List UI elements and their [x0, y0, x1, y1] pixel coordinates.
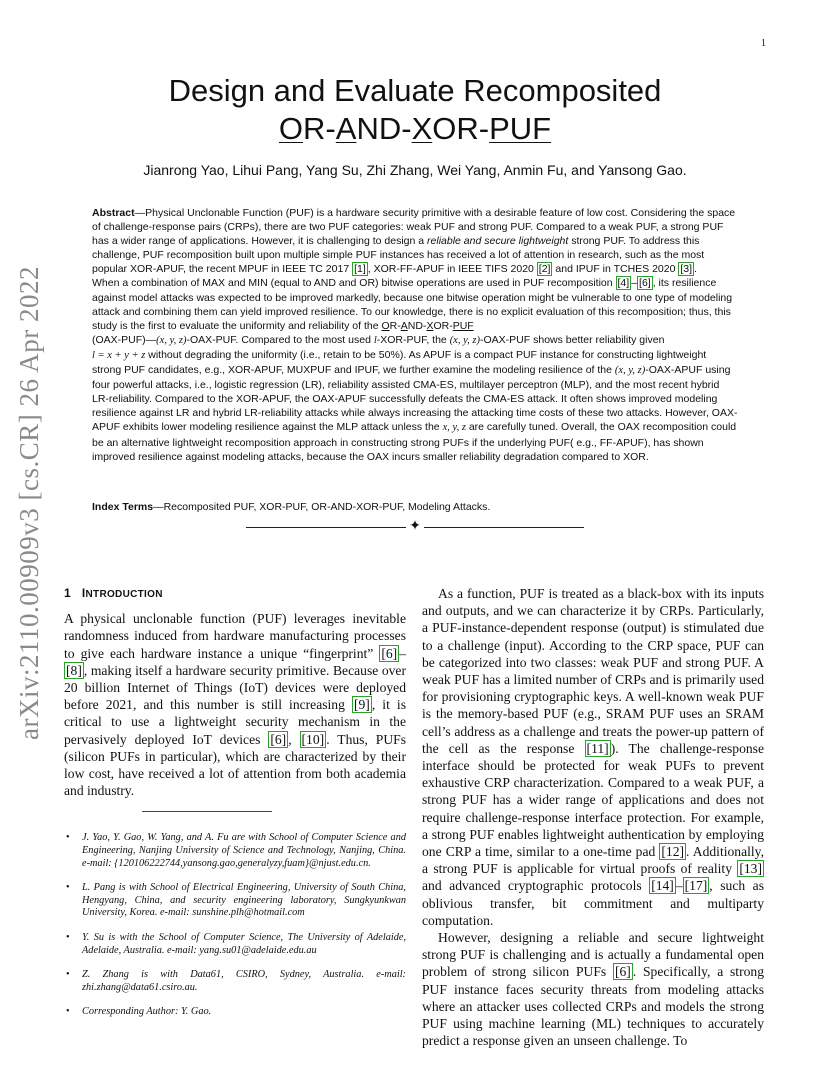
- oax-name-part: O: [381, 319, 390, 332]
- paper-title: [100, 72, 730, 148]
- abstract-paragraph-2: When a combination of MAX and MIN (equal to AND and OR) bitwise operations are used in PUF recomposition [4] – [6] , its resilience against model attacks was expected to be improved markedly, because one bitwise operation might be vulnerable to one type of modeling attack and combining them can yield improved resilience. To our knowledge, there is no explicit evaluation of this recomposition; thus, this study is the first to evaluate the uniformity and reliability of the OR-AND-XOR-PUF (OAX-PUF)—(x, y, z)-OAX-PUF. Compared to the most used l-XOR-PUF, the (x, y, z)-OAX-PUF shows better reliability given l = x + y + z without degrading the uniformity (i.e., retain to be 50%). As APUF is a compact PUF instance for constructing lightweight strong PUF candidates, e.g., XOR-APUF, MUXPUF and IPUF, we further examine the modeling resilience of the (x, y, z)-OAX-APUF using four powerful attacks, i.e., logistic regression (LR), reliability assisted CMA-ES, multilayer perceptron (MLP), and the most recent hybrid LR-reliability. Compared to the XOR-APUF, the OAX-APUF successfully defeats the CMA-ES attack. It often shows improved modeling resilience against LR and hybrid LR-reliability attacks while always increasing the attacking time costs of these two attacks. However, OAX-APUF exhibits lower modeling resilience against the MLP attack unless the x, y, z are carefully tuned. Overall, the OAX recomposition could be an alternative lightweight recomposition approach in constructing strong PUFs if the underlying PUF( e.g., FF-APUF), has shown improved resilience against modeling attacks, because the OAX incurs smaller reliability degradation compared to XOR.: [92, 277, 738, 463]
- oax-name-part: A: [400, 319, 408, 332]
- intro-paragraph-3: However, designing a reliable and secure lightweight strong PUF is challenging and is actually a fundamental open problem of strong silicon PUFs [6] . Specifically, a strong PUF instance faces security threats from modeling attacks where an attacker uses collected CRPs and models the strong PUF using machine learning (ML) techniques to accurately predict a response given an unseen challenge. To: [422, 930, 764, 1049]
- left-column: [64, 585, 406, 1031]
- oax-name-part: PUF: [452, 319, 474, 332]
- title-line-2-part: A: [335, 111, 357, 146]
- page-number: 1: [761, 38, 766, 49]
- footnote-item: • J. Yao, Y. Gao, W. Yang, and A. Fu are with School of Computer Science and Engineering, Nanjing University of Science and Technology, Nanjing, China. e-mail: {120106222744,yansong.gao,generalyzy,fuam}@njust.edu.cn.: [64, 832, 406, 870]
- citation-link[interactable]: [17]: [684, 878, 708, 894]
- author-list: Jianrong Yao, Lihui Pang, Yang Su, Zhi Zhang, Wei Yang, Anmin Fu, and Yansong Gao.: [143, 162, 687, 178]
- index-terms: Index Terms—Recomposited PUF, XOR-PUF, OR-AND-XOR-PUF, Modeling Attacks.: [92, 501, 491, 513]
- footnote-rule: [142, 811, 272, 812]
- intro-paragraph-2: As a function, PUF is treated as a black-box with its inputs and outputs, and we can characterize it by CRPs. Particularly, a PUF-instance-dependent response (output) is stimulated due to a challenge (input). According to the CRP space, PUF can be categorized into two classes: weak PUF and strong PUF. A weak PUF has a limited number of CRPs and is primarily used for provisioning cryptographic keys. A well-known weak PUF is the memory-based PUF (e.g., SRAM PUF uses an SRAM cell’s address as a challenge and treats the power-up pattern of the cell as the response [11] ). The challenge-response interface should be protected for weak PUFs to prevent exhaustive CRP characterization. Compared to a weak PUF, a strong PUF has a wider range of applications and does not require challenge-response interface protection. For example, a strong PUF enables lightweight authentication by employing one CRP a time, similar to a one-time pad [12] . Additionally, a strong PUF is applicable for virtual proofs of reality [13] and advanced cryptographic protocols [14] – [17] , such as oblivious transfer, bit commitment and multiparty computation.: [422, 586, 765, 928]
- citation-link[interactable]: [10]: [301, 731, 325, 747]
- section-separator: [246, 520, 584, 534]
- right-column: [422, 585, 764, 1049]
- title-line-2: [100, 110, 730, 148]
- index-terms-label: Index Terms: [92, 501, 154, 513]
- citation-link[interactable]: [6]: [381, 645, 398, 661]
- oax-puf-name: [381, 320, 473, 332]
- citation-link[interactable]: [8]: [66, 662, 82, 678]
- oax-name-part: ND-: [407, 319, 427, 332]
- citation-link[interactable]: [6]: [614, 964, 631, 980]
- title-line-2-part: ND-: [356, 111, 412, 146]
- citation-link[interactable]: [6]: [270, 731, 287, 747]
- footnote-item: • Y. Su is with the School of Computer Science, The University of Adelaide, Adelaide, Australia. e-mail: yang.su01@adelaide.edu.au: [64, 932, 406, 957]
- citation-link[interactable]: [13]: [739, 861, 762, 877]
- title-line-2-part: PUF: [489, 111, 552, 146]
- citation-link[interactable]: [12]: [661, 844, 685, 860]
- title-line-2-part: OR-: [432, 111, 490, 146]
- footnote-item: • Corresponding Author: Y. Gao.: [64, 1006, 406, 1019]
- oax-name-part: OR-: [433, 319, 453, 332]
- intro-paragraph-1: A physical unclonable function (PUF) leverages inevitable randomness induced from hardware manufacturing processes to give each hardware instance a unique “fingerprint” [6] –[8] , making itself a hardware security primitive. Because over 20 billion Internet of Things (IoT) devices were deployed before 2021, and this number is still increasing [9] , it is critical to use a lightweight security mechanism in the pervasively deployed IoT devices [6] , [10] . Thus, PUFs (silicon PUFs in particular), which are characterized by their low cost, have received a lot of attention from both academia and industry.: [64, 611, 407, 799]
- title-line-2-part: O: [278, 111, 304, 146]
- separator-line-left: [246, 527, 406, 528]
- title-line-2-part: X: [411, 111, 433, 146]
- separator-line-right: [424, 527, 584, 528]
- title-line-1: Design and Evaluate Recomposited: [168, 73, 662, 108]
- citation-link[interactable]: [3]: [680, 263, 693, 276]
- citation-link[interactable]: [2]: [538, 263, 551, 276]
- abstract-paragraph-1: Abstract—Physical Unclonable Function (PUF) is a hardware security primitive with a desirable feature of low cost. Considering the space of challenge-response pairs (CRPs), there are two PUF categories: weak PUF and strong PUF. Compared to a weak PUF, a strong PUF has a wider range of applications. However, it is challenging to design a reliable and secure lightweight strong PUF. To address this challenge, PUF recomposition built upon multiple simple PUF instances has received a lot of attention in research, such as the most popular XOR-APUF, the recent MPUF in IEEE TC 2017 [1] , XOR-FF-APUF in IEEE TIFS 2020 [2] and IPUF in TCHES 2020 [3] .: [92, 207, 736, 276]
- oax-name-part: X: [426, 319, 434, 332]
- citation-link[interactable]: [14]: [651, 878, 674, 894]
- citation-link[interactable]: [11]: [586, 740, 609, 756]
- citation-link[interactable]: [4]: [617, 277, 630, 290]
- footnote-item: • Z. Zhang is with Data61, CSIRO, Sydney, Australia. e-mail: zhi.zhang@data61.csiro.au.: [64, 969, 406, 994]
- footnote-item: • L. Pang is with School of Electrical Engineering, University of South China, Hengyang, China, and security engineering laboratory, Sungkyunkwan University, Korea. e-mail: sunshine.plh@hotmail.com: [64, 882, 406, 920]
- title-line-2-part: R-: [303, 111, 336, 146]
- section-heading: 1 INTRODUCTION: [64, 586, 163, 600]
- separator-star-icon: ✦: [409, 519, 421, 534]
- abstract: [92, 206, 738, 464]
- abstract-label: Abstract: [92, 207, 135, 219]
- arxiv-identifier: arXiv:2110.00909v3 [cs.CR] 26 Apr 2022: [14, 266, 44, 740]
- citation-link[interactable]: [1]: [354, 263, 366, 276]
- oax-name-part: R-: [389, 319, 401, 332]
- affiliation-footnotes: [64, 832, 406, 1019]
- citation-link[interactable]: [6]: [639, 277, 651, 290]
- citation-link[interactable]: [9]: [353, 697, 370, 713]
